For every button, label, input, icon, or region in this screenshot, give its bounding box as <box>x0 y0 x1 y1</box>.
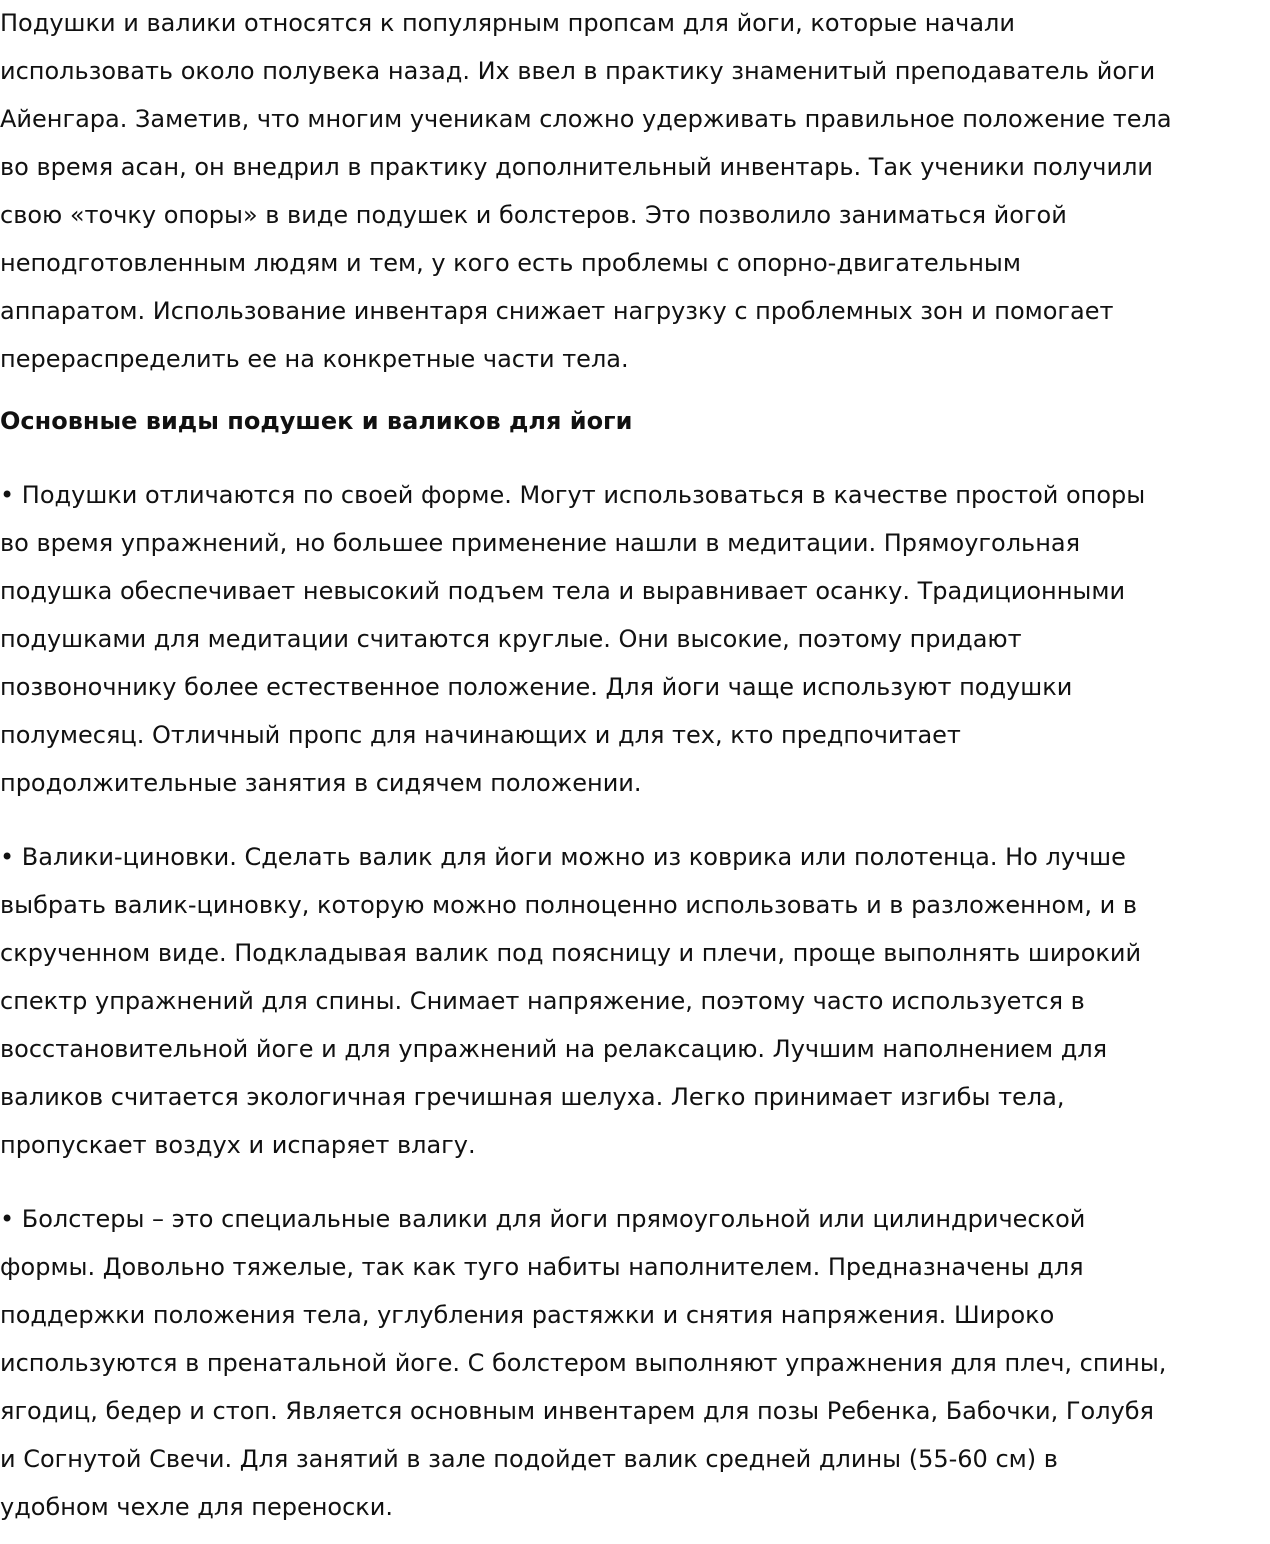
bullet-line: спектр упражнений для спины. Снимает напряжение, поэтому часто используется в <box>0 987 1085 1015</box>
bullet-line: скрученном виде. Подкладывая валик под поясницу и плечи, проще выполнять широкий <box>0 939 1142 967</box>
bullet-line: позвоночнику более естественное положение. Для йоги чаще используют подушки <box>0 673 1073 701</box>
intro-paragraph <box>0 0 1270 383</box>
bullet-paragraph-cushions <box>0 471 1270 807</box>
bullet-line: во время упражнений, но большее применение нашли в медитации. Прямоугольная <box>0 529 1081 557</box>
bullet-line: восстановительной йоге и для упражнений на релаксацию. Лучшим наполнением для <box>0 1035 1108 1063</box>
intro-line: во время асан, он внедрил в практику дополнительный инвентарь. Так ученики получили <box>0 153 1154 181</box>
bullet-line: и Согнутой Свечи. Для занятий в зале подойдет валик средней длины (55-60 см) в <box>0 1445 1058 1473</box>
bullet-line: ягодиц, бедер и стоп. Является основным инвентарем для позы Ребенка, Бабочки, Голубя <box>0 1397 1154 1425</box>
bullet-line: • Валики-циновки. Сделать валик для йоги можно из коврика или полотенца. Но лучше <box>0 843 1126 871</box>
bullet-line: формы. Довольно тяжелые, так как туго набиты наполнителем. Предназначены для <box>0 1253 1084 1281</box>
bullet-line: поддержки положения тела, углубления растяжки и снятия напряжения. Широко <box>0 1301 1055 1329</box>
intro-line: неподготовленным людям и тем, у кого есть проблемы с опорно-двигательным <box>0 249 1021 277</box>
bullet-line: • Подушки отличаются по своей форме. Могут использоваться в качестве простой опоры <box>0 481 1146 509</box>
bullet-line: удобном чехле для переноски. <box>0 1493 394 1521</box>
bullet-paragraph-rolls <box>0 833 1270 1169</box>
section-heading: Основные виды подушек и валиков для йоги <box>0 407 633 435</box>
intro-line: перераспределить ее на конкретные части тела. <box>0 345 629 373</box>
bullet-line: используются в пренатальной йоге. С болстером выполняют упражнения для плеч, спины, <box>0 1349 1167 1377</box>
bullet-line: продолжительные занятия в сидячем положении. <box>0 769 642 797</box>
intro-line: использовать около полувека назад. Их ввел в практику знаменитый преподаватель йоги <box>0 57 1156 85</box>
intro-line: свою «точку опоры» в виде подушек и болстеров. Это позволило заниматься йогой <box>0 201 1067 229</box>
bullet-line: подушка обеспечивает невысокий подъем тела и выравнивает осанку. Традиционными <box>0 577 1126 605</box>
bullet-line: подушками для медитации считаются круглые. Они высокие, поэтому придают <box>0 625 1022 653</box>
intro-line: Подушки и валики относятся к популярным пропсам для йоги, которые начали <box>0 9 1015 37</box>
bullet-line: выбрать валик-циновку, которую можно полноценно использовать и в разложенном, и в <box>0 891 1137 919</box>
intro-line: аппаратом. Использование инвентаря снижает нагрузку с проблемных зон и помогает <box>0 297 1114 325</box>
bullet-line: полумесяц. Отличный пропс для начинающих и для тех, кто предпочитает <box>0 721 961 749</box>
bullet-line: валиков считается экологичная гречишная шелуха. Легко принимает изгибы тела, <box>0 1083 1065 1111</box>
bullet-line: • Болстеры – это специальные валики для йоги прямоугольной или цилиндрической <box>0 1205 1086 1233</box>
bullet-line: пропускает воздух и испаряет влагу. <box>0 1131 476 1159</box>
bullet-paragraph-bolsters <box>0 1195 1270 1531</box>
intro-line: Айенгара. Заметив, что многим ученикам сложно удерживать правильное положение тела <box>0 105 1172 133</box>
